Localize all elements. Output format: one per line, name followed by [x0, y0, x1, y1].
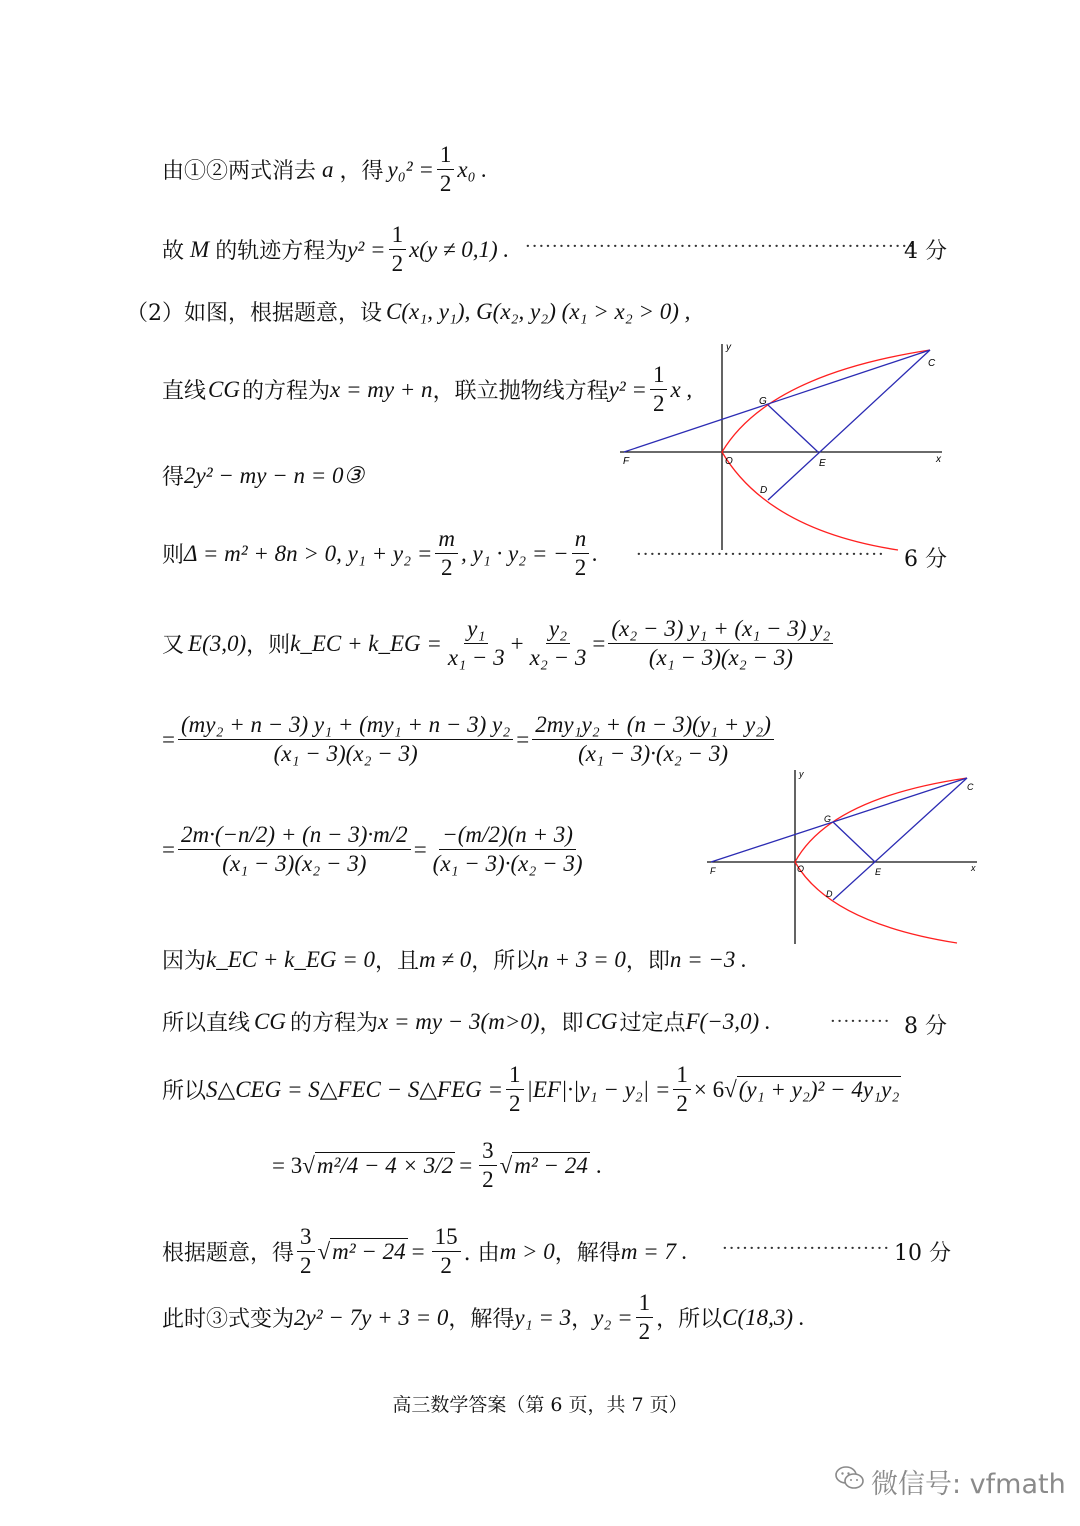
fraction — [636, 1290, 654, 1346]
denominator: 2 — [509, 1091, 521, 1117]
denominator: (x₁ − 3)(x₂ − 3) — [222, 851, 367, 877]
line-1 — [162, 142, 487, 198]
math: C(x₁, y₁), G(x₂, y₂) (x₁ > x₂ > 0) , — [386, 298, 691, 324]
math: m > 0 — [499, 1238, 555, 1264]
text: ，即 — [625, 949, 670, 974]
label-o: O — [725, 456, 733, 467]
text: ，所以 — [656, 1307, 723, 1333]
line-FC — [624, 350, 930, 452]
label-x: x — [971, 863, 976, 873]
label-y: y — [726, 342, 731, 353]
math: F(−3,0) . — [685, 1008, 771, 1034]
math: x , — [670, 376, 693, 402]
text: 此时③式变为 — [162, 1307, 295, 1333]
sqrt-radicand: (y₁ + y₂)² − 4y₁y₂ — [738, 1077, 900, 1103]
denominator: 2 — [652, 391, 665, 417]
text: 的方程为 — [241, 379, 330, 405]
label-d: D — [760, 485, 768, 496]
math: , y₁ · y₂ = − — [461, 540, 569, 566]
math: n = −3 . — [669, 946, 747, 972]
denominator: 2 — [440, 1253, 452, 1279]
numerator: n — [572, 526, 590, 554]
denominator: 2 — [300, 1253, 312, 1279]
numerator: y₂ — [546, 616, 570, 644]
text: 的轨迹方程为 — [215, 239, 348, 265]
math: k_EC + k_EG = — [290, 630, 442, 656]
numerator: y₁ — [464, 616, 488, 644]
var-a: a — [322, 156, 334, 182]
math: C(18,3) . — [722, 1304, 805, 1330]
var-CG: CG — [585, 1008, 618, 1034]
math: y² = — [347, 236, 386, 262]
line-GE — [833, 822, 875, 862]
score-label: 4 分 — [904, 239, 947, 264]
dot-leader: ········· — [830, 1011, 891, 1032]
text: . 由 — [463, 1241, 500, 1267]
numerator: 1 — [673, 1062, 691, 1090]
fraction — [297, 1224, 315, 1280]
math: x(y ≠ 0,1) . — [409, 236, 510, 262]
text: 根据题意，得 — [162, 1241, 295, 1267]
fraction — [608, 616, 833, 672]
numerator: 2my₁y₂ + (n − 3)(y₁ + y₂) — [532, 712, 774, 740]
math: = — [459, 1152, 473, 1178]
denominator: (x₁ − 3)·(x₂ − 3) — [578, 741, 728, 767]
label-o: O — [797, 864, 805, 874]
parabola-figure-1 — [618, 340, 948, 555]
denominator: 2 — [638, 1319, 651, 1345]
math: y₁ = 3 — [514, 1304, 572, 1330]
score-label: 6 分 — [904, 547, 947, 572]
text: ，所以 — [471, 949, 538, 974]
numerator: 2m·(−n/2) + (n − 3)·m/2 — [178, 822, 411, 850]
text: 所以直线 — [162, 1011, 251, 1036]
score-label: 10 分 — [894, 1241, 951, 1266]
numerator: m — [435, 526, 458, 554]
label-e: E — [819, 458, 826, 469]
math: k_EC + k_EG = 0 — [206, 946, 376, 972]
math: |EF|·|y₁ − y₂| = — [526, 1076, 671, 1102]
text: （2）如图，根据题意，设 — [126, 301, 382, 326]
numerator: 1 — [437, 142, 455, 170]
math: x = my − 3(m>0) — [377, 1008, 540, 1034]
math: y₂ = — [593, 1304, 633, 1330]
numerator: 1 — [506, 1062, 524, 1090]
label-y: y — [799, 769, 804, 779]
line-14: 根据题意，得 $\frac{3}{2}$ √ m² − 24 = $\frac{15}{2}$ . 由 m > 0 ，解得 m = 7 . — [162, 1224, 688, 1279]
line-CD — [768, 350, 930, 500]
watermark — [835, 1462, 1066, 1501]
math: . — [595, 1152, 602, 1178]
math: = 3 — [272, 1152, 303, 1178]
line-5 — [162, 460, 364, 491]
var-CG: CG — [208, 376, 240, 402]
numerator: 1 — [636, 1290, 654, 1318]
dot-leader: ·························································· — [525, 236, 915, 257]
line-2 — [162, 222, 509, 278]
math: x₀ . — [457, 156, 488, 182]
math: x = my + n — [329, 376, 433, 402]
math: 2y² − my − n = 0③ — [184, 462, 365, 488]
line-3 — [126, 296, 690, 327]
denominator: (x₁ − 3)(x₂ − 3) — [273, 741, 418, 767]
fraction — [432, 1224, 461, 1280]
denominator: 2 — [574, 555, 587, 581]
parabola-curve — [722, 350, 930, 550]
text: 由①②两式消去 — [162, 159, 317, 185]
text: 又 — [162, 633, 185, 659]
numerator: 3 — [297, 1224, 315, 1252]
fraction — [479, 1138, 497, 1194]
numerator: −(m/2)(n + 3) — [439, 822, 576, 850]
dot-leader: ························· — [722, 1238, 891, 1259]
numerator: 3 — [479, 1138, 497, 1166]
line-FC — [711, 778, 967, 862]
text: ，得 — [339, 159, 384, 185]
denominator: x₁ − 3 — [447, 645, 505, 671]
parabola-curve — [795, 778, 967, 943]
label-d: D — [826, 889, 833, 899]
denominator: 2 — [439, 171, 452, 197]
dot-leader: ····································· — [636, 544, 885, 565]
text: 则 — [162, 543, 185, 569]
text: 故 — [162, 239, 185, 265]
wechat-icon — [835, 1465, 865, 1498]
line-10 — [162, 944, 747, 975]
math: E(3,0) — [188, 630, 247, 656]
math: Δ = m² + 8n > 0, y₁ + y₂ = — [184, 540, 433, 566]
text: 所以 — [162, 1079, 207, 1105]
fraction — [532, 712, 774, 768]
var-M: M — [190, 236, 210, 262]
fraction — [435, 526, 458, 582]
line-GE — [768, 405, 818, 452]
math: n + 3 = 0 — [537, 946, 626, 972]
fraction — [506, 1062, 524, 1118]
math: 2y² − 7y + 3 = 0 — [294, 1304, 449, 1330]
line-6 — [162, 526, 598, 582]
line-CD — [833, 778, 967, 900]
fraction — [430, 822, 586, 878]
watermark-text: 微信号: vfmath — [871, 1469, 1066, 1500]
fraction — [572, 526, 590, 582]
label-x: x — [936, 454, 941, 465]
math: y² = — [608, 376, 647, 402]
text: 直线 — [162, 379, 207, 405]
math: = — [411, 1238, 425, 1264]
fraction — [673, 1062, 691, 1118]
line-13: = 3 √ m²/4 − 4 × 3/2 = $\frac{3}{2}$ √ m² − 24 . — [272, 1138, 602, 1193]
sqrt-radicand: m² − 24 — [514, 1153, 588, 1179]
math: × 6 — [693, 1076, 725, 1102]
text: 的方程为 — [289, 1011, 378, 1036]
numerator: (x₂ − 3) y₁ + (x₁ − 3) y₂ — [608, 616, 833, 644]
line-11 — [162, 1006, 771, 1037]
denominator: (x₁ − 3)·(x₂ − 3) — [432, 851, 583, 877]
text: ，则 — [246, 633, 291, 659]
line-12: 所以 S△CEG = S△FEC − S△FEG = $\frac{1}{2}$ |EF|·|y₁ − y₂| = $\frac{1}{2}$ × 6 √ (y₁ + y₂)² − 4y₁y₂ — [162, 1062, 900, 1117]
numerator: 1 — [650, 362, 668, 390]
label-c: C — [928, 358, 936, 369]
var-CG: CG — [254, 1008, 286, 1034]
label-f: F — [623, 456, 630, 467]
numerator: 15 — [432, 1224, 461, 1252]
text: ，联立抛物线方程 — [432, 379, 609, 405]
fraction — [437, 142, 455, 198]
math: m ≠ 0 — [419, 946, 472, 972]
math: . — [592, 540, 598, 566]
text: ， — [571, 1307, 594, 1333]
label-g: G — [759, 396, 767, 407]
line-7: 又 E(3,0) ，则 k_EC + k_EG = $\frac{\text{y₁}}{\text{x₁ − 3}}$ + $\frac{\text{y₂}}{\text{x₂ − 3}}$ = $\frac{\text{(x₂ − 3) y₁ + (x₁ − 3) y₂}}{\text{(x₁ − 3)(x₂ − 3)}}$ — [162, 616, 836, 672]
line-8: = $\frac{\text{(my₂ + n − 3) y₁ + (my₁ + n − 3) y₂}}{\text{(x₁ − 3)(x₂ − 3)}}$ = $\frac{\text{2my₁y₂ + (n − 3)(y₁ + y₂)}}{\text{(x₁ − 3)·(x₂ − 3)}}$ — [162, 712, 777, 768]
fraction — [389, 222, 407, 278]
page-footer: 高三数学答案（第 6 页，共 7 页） — [392, 1394, 688, 1416]
text: ，且 — [375, 949, 420, 974]
denominator: 2 — [482, 1167, 494, 1193]
denominator: x₂ − 3 — [529, 645, 587, 671]
sqrt-radicand: m² − 24 — [332, 1239, 406, 1265]
denominator: 2 — [676, 1091, 688, 1117]
fraction — [178, 712, 513, 768]
line-9: = $\frac{2m\cdot(-n/2) + (n - 3)\cdot m/2}{\text{(x₁ − 3)(x₂ − 3)}}$ = $\frac{-(m/2)(n + 3)}{\text{(x₁ − 3)·(x₂ − 3)}}$ — [162, 822, 589, 878]
line-15 — [162, 1290, 805, 1346]
math: m = 7 . — [620, 1238, 688, 1264]
label-g: G — [824, 814, 832, 824]
text: 得 — [162, 465, 185, 490]
math: S△CEG = S△FEC − S△FEG = — [206, 1076, 504, 1102]
line-4 — [162, 362, 692, 418]
denominator: (x₁ − 3)(x₂ − 3) — [648, 645, 793, 671]
text: ，解得 — [554, 1241, 621, 1267]
parabola-figure-2 — [705, 768, 985, 946]
text: 因为 — [162, 949, 207, 974]
math: y₀² = — [387, 156, 434, 182]
fraction — [527, 616, 590, 672]
label-e: E — [875, 867, 882, 877]
text: 过定点 — [619, 1011, 686, 1036]
denominator: 2 — [440, 555, 453, 581]
numerator: 1 — [389, 222, 407, 250]
label-f: F — [710, 866, 716, 876]
fraction — [445, 616, 508, 672]
text: ，即 — [539, 1011, 584, 1036]
score-label: 8 分 — [904, 1014, 947, 1039]
numerator: (my₂ + n − 3) y₁ + (my₁ + n − 3) y₂ — [178, 712, 513, 740]
fraction — [178, 822, 411, 878]
denominator: 2 — [391, 251, 404, 277]
text: ，解得 — [448, 1307, 515, 1333]
label-c: C — [967, 782, 974, 792]
sqrt-radicand: m²/4 − 4 × 3/2 — [316, 1153, 454, 1179]
